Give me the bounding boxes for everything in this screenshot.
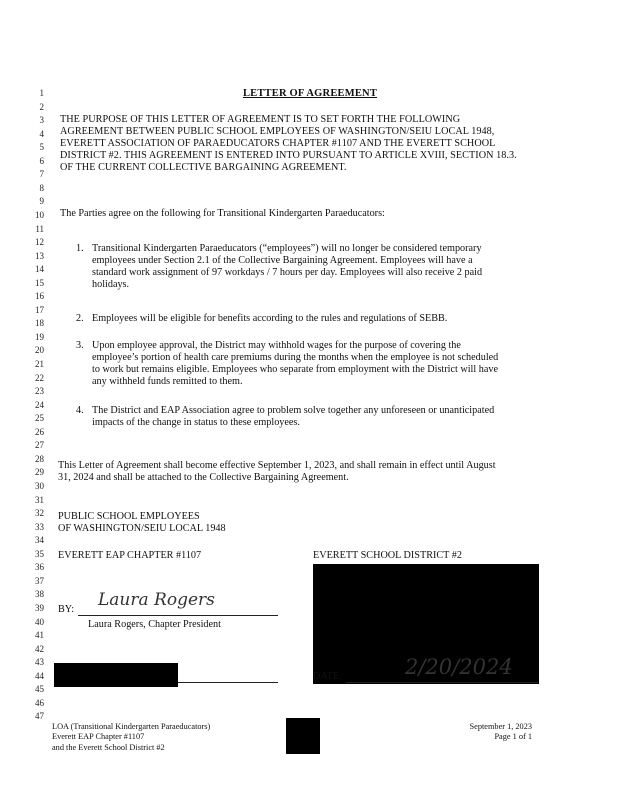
- footer-date: September 1, 2023: [469, 722, 532, 731]
- line-number: 38: [35, 589, 44, 600]
- chapter-name: EVERETT EAP CHAPTER #1107: [58, 550, 202, 561]
- line-number: 40: [35, 616, 44, 627]
- handwritten-signature: Laura Rogers: [98, 590, 215, 610]
- item-number: 2.: [76, 313, 84, 324]
- line-number: 43: [35, 657, 44, 668]
- line-number: 32: [35, 508, 44, 519]
- item-line: any withheld funds remitted to them.: [92, 376, 243, 387]
- line-number: 33: [35, 521, 44, 532]
- item-line: The District and EAP Association agree to problem solve together any unforeseen or unanticipated: [92, 405, 495, 416]
- line-number: 10: [35, 209, 44, 220]
- line-number: 17: [35, 304, 44, 315]
- line-number: 16: [35, 291, 44, 302]
- item-line: holidays.: [92, 279, 130, 290]
- line-number: 21: [35, 359, 44, 369]
- line-number: 37: [35, 575, 44, 586]
- line-number: 1: [39, 88, 44, 98]
- line-number: 20: [35, 345, 44, 356]
- line-number: 22: [35, 372, 44, 383]
- line-number: 23: [35, 386, 44, 397]
- signer-name-title: Laura Rogers, Chapter President: [88, 619, 221, 630]
- item-line: employees under Section 2.1 of the Collective Bargaining Agreement. Employees will have a: [92, 255, 473, 266]
- line-number: 9: [39, 196, 44, 207]
- line-number: 34: [35, 535, 44, 546]
- intro-text: The Parties agree on the following for Transitional Kindergarten Paraeducators:: [60, 208, 385, 219]
- purpose-line: THE PURPOSE OF THIS LETTER OF AGREEMENT IS TO SET FORTH THE FOLLOWING: [60, 114, 461, 125]
- item-line: to work but remains eligible. Employees who separate from employment with the District will have: [92, 364, 498, 375]
- item-number: 4.: [76, 405, 84, 416]
- line-number: 25: [35, 413, 44, 424]
- redaction-box: [54, 663, 178, 687]
- line-number: 26: [35, 426, 44, 437]
- line-number: 2: [39, 101, 44, 112]
- line-number: 31: [35, 494, 44, 505]
- signature-line: [78, 615, 278, 616]
- footer-page-number: Page 1 of 1: [494, 732, 532, 741]
- line-number: 46: [35, 697, 44, 708]
- line-number: 11: [35, 223, 44, 234]
- effective-line: This Letter of Agreement shall become effective September 1, 2023, and shall remain in effect until August: [58, 460, 496, 471]
- purpose-line: EVERETT ASSOCIATION OF PARAEDUCATORS CHAPTER #1107 AND THE EVERETT SCHOOL: [60, 138, 496, 149]
- line-number: 7: [39, 169, 44, 180]
- line-number: 6: [39, 155, 44, 166]
- redaction-box: [286, 718, 320, 754]
- line-number: 42: [35, 643, 44, 654]
- district-name: EVERETT SCHOOL DISTRICT #2: [313, 550, 462, 561]
- union-name-line2: OF WASHINGTON/SEIU LOCAL 1948: [58, 523, 226, 534]
- effective-line: 31, 2024 and shall be attached to the Collective Bargaining Agreement.: [58, 472, 349, 483]
- item-line: Employees will be eligible for benefits according to the rules and regulations of SEBB.: [92, 313, 448, 324]
- line-number: 8: [39, 182, 44, 193]
- line-number: 19: [35, 331, 44, 342]
- handwritten-date: 2/20/2024: [405, 655, 513, 679]
- line-number: 39: [35, 602, 44, 613]
- line-number: 41: [35, 630, 44, 640]
- footer-left-line: LOA (Transitional Kindergarten Paraeducators): [52, 722, 211, 731]
- line-number: 36: [35, 562, 44, 573]
- line-number: 24: [35, 399, 44, 410]
- purpose-line: OF THE CURRENT COLLECTIVE BARGAINING AGREEMENT.: [60, 162, 347, 173]
- purpose-line: DISTRICT #2. THIS AGREEMENT IS ENTERED INTO PURSUANT TO ARTICLE XVIII, SECTION 18.3.: [60, 150, 517, 161]
- document-title: LETTER OF AGREEMENT: [242, 88, 378, 99]
- line-number: 3: [39, 115, 44, 126]
- line-number: 18: [35, 318, 44, 329]
- line-number: 44: [35, 670, 44, 681]
- footer-left-line: and the Everett School District #2: [52, 743, 165, 752]
- line-number: 27: [35, 440, 44, 451]
- date-label: DATE:: [313, 671, 342, 682]
- union-name-line1: PUBLIC SCHOOL EMPLOYEES: [58, 511, 200, 522]
- line-number: 14: [35, 264, 44, 275]
- line-number: 12: [35, 237, 44, 248]
- item-line: impacts of the change in status to these employees.: [92, 417, 300, 428]
- line-number: 29: [35, 467, 44, 478]
- line-number: 4: [39, 128, 44, 139]
- item-number: 3.: [76, 340, 84, 351]
- purpose-line: AGREEMENT BETWEEN PUBLIC SCHOOL EMPLOYEES OF WASHINGTON/SEIU LOCAL 1948,: [60, 126, 495, 137]
- item-line: Transitional Kindergarten Paraeducators (“employees”) will no longer be considered temporary: [92, 243, 482, 254]
- line-number: 30: [35, 481, 44, 491]
- line-number: 47: [35, 711, 44, 722]
- line-number: 35: [35, 548, 44, 559]
- line-number: 28: [35, 453, 44, 464]
- line-number: 45: [35, 684, 44, 695]
- item-number: 1.: [76, 243, 84, 254]
- item-line: Upon employee approval, the District may withhold wages for the purpose of covering the: [92, 340, 461, 351]
- line-number: 15: [35, 277, 44, 288]
- footer-left-line: Everett EAP Chapter #1107: [52, 732, 145, 741]
- date-line: [346, 682, 538, 683]
- line-number: 13: [35, 250, 44, 261]
- by-label: BY:: [58, 604, 75, 615]
- signature-line: [178, 682, 278, 683]
- line-number: 5: [39, 142, 44, 153]
- item-line: standard work assignment of 97 workdays / 7 hours per day. Employees will also receive 2 paid: [92, 267, 483, 278]
- item-line: employee’s portion of health care premiums during the months when the employee is not scheduled: [92, 352, 499, 363]
